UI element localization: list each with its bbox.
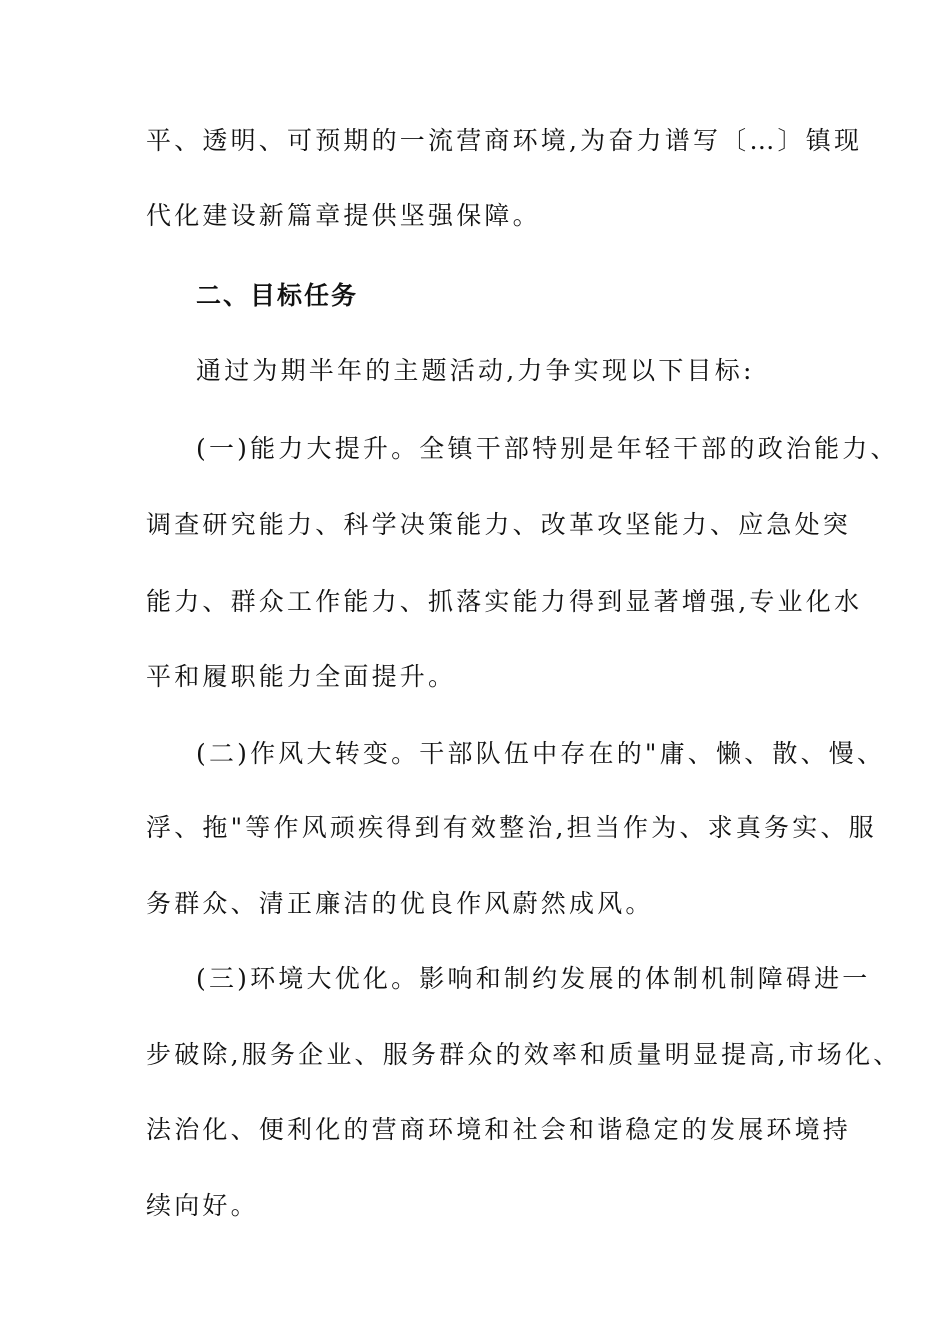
item-3-text-line: 续向好。 <box>146 1191 259 1220</box>
item-1-text-line: 能力、群众工作能力、抓落实能力得到显著增强,专业化水 <box>146 587 863 616</box>
item-1-text-line: (一)能力大提升。全镇干部特别是年轻干部的政治能力、 <box>196 434 899 463</box>
item-2-text-line: (二)作风大转变。干部队伍中存在的"庸、懒、散、慢、 <box>196 739 886 768</box>
item-1-text-line: 平和履职能力全面提升。 <box>146 662 457 691</box>
item-3-text-line: 步破除,服务企业、服务群众的效率和质量明显提高,市场化、 <box>146 1040 902 1069</box>
body-text-line: 代化建设新篇章提供坚强保障。 <box>146 201 541 230</box>
item-3-text-line: 法治化、便利化的营商环境和社会和谐稳定的发展环境持 <box>146 1115 852 1144</box>
body-text-line: 平、透明、可预期的一流营商环境,为奋力谱写〔…〕镇现 <box>146 126 863 155</box>
section-heading: 二、目标任务 <box>196 281 359 310</box>
item-2-text-line: 务群众、清正廉洁的优良作风蔚然成风。 <box>146 889 654 918</box>
intro-paragraph: 通过为期半年的主题活动,力争实现以下目标: <box>196 356 755 385</box>
item-2-text-line: 浮、拖"等作风顽疾得到有效整治,担当作为、求真务实、服 <box>146 813 877 842</box>
item-3-text-line: (三)环境大优化。影响和制约发展的体制机制障碍进一 <box>196 964 871 993</box>
item-1-text-line: 调查研究能力、科学决策能力、改革攻坚能力、应急处突 <box>146 510 852 539</box>
